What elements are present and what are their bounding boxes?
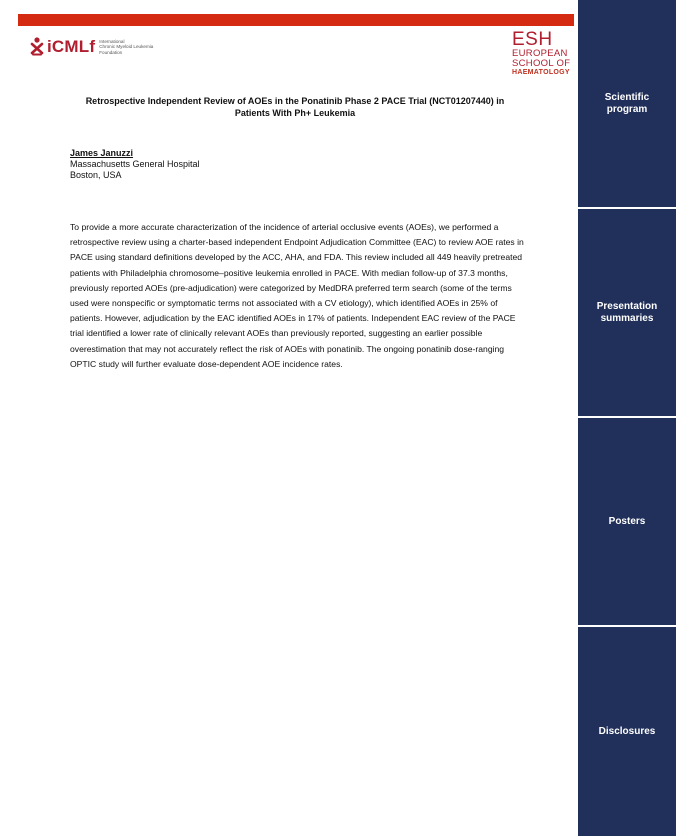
author-location: Boston, USA [70, 170, 122, 180]
sidebar-tab-presentation-summaries[interactable] [578, 209, 676, 416]
sidebar-tab-label: Scientific program [604, 91, 650, 115]
header-accent-bar [18, 14, 574, 26]
author-name: James Januzzi [70, 148, 134, 158]
author-block [70, 148, 200, 181]
sidebar-nav [578, 0, 676, 836]
esh-logo [512, 30, 572, 76]
esh-logo-line-european: EUROPEAN [512, 48, 568, 59]
esh-logo-line-school: SCHOOL OF [512, 57, 571, 69]
icml-full-name: International Chronic Myeloid Leukemia Foundation [99, 39, 154, 55]
document-title: Retrospective Independent Review of AOEs in the Ponatinib Phase 2 PACE Trial (NCT01207440) in Patients With Ph+ Leukemia [85, 96, 505, 118]
sidebar-tab-posters[interactable] [578, 418, 676, 625]
esh-logo-tagline: HAEMATOLOGY [512, 69, 570, 76]
sidebar-tab-label: Disclosures [598, 725, 656, 737]
abstract-text: To provide a more accurate characterization of the incidence of arterial occlusive events (AOEs), we performed a retrospective review using a charter-based independent Endpoint Adjudication Committee (EAC) to review AOE rates in PACE using standard definitions developed by the ACC, AHA, and FDA. This review included all 449 heavily pretreated patients with Philadelphia chromosome–positive leukemia enrolled in PACE. With median follow-up of 37.3 months, previously reported AOEs (pre-adjudication) were categorized by MedDRA preferred term search (some of the terms used were nonspecific or symptomatic terms not associated with a CV etiology), which identified AOEs in 25% of patients. However, adjudication by the EAC identified AOEs in 17% of patients. Independent EAC review of the PACE trial identified a lower rate of clinically relevant AOEs than previously reported, suggesting an earlier possible overestimation that may not accurately reflect the risk of AOEs with ponatinib. The ongoing ponatinib dose-ranging OPTIC study will further evaluate dose-dependent AOE incidence rates. [70, 222, 524, 369]
sidebar-tab-label: Posters [608, 515, 646, 527]
icml-logo-text: iCMLf [47, 37, 96, 56]
author-affiliation: Massachusetts General Hospital [70, 159, 200, 169]
icml-ribbon-icon [30, 37, 44, 57]
sidebar-tab-scientific-program[interactable] [578, 0, 676, 207]
sidebar-tab-disclosures[interactable] [578, 627, 676, 836]
icml-logo [30, 36, 153, 58]
sidebar-tab-label: Presentation summaries [596, 300, 658, 324]
esh-logo-acronym: ESH [512, 29, 553, 50]
